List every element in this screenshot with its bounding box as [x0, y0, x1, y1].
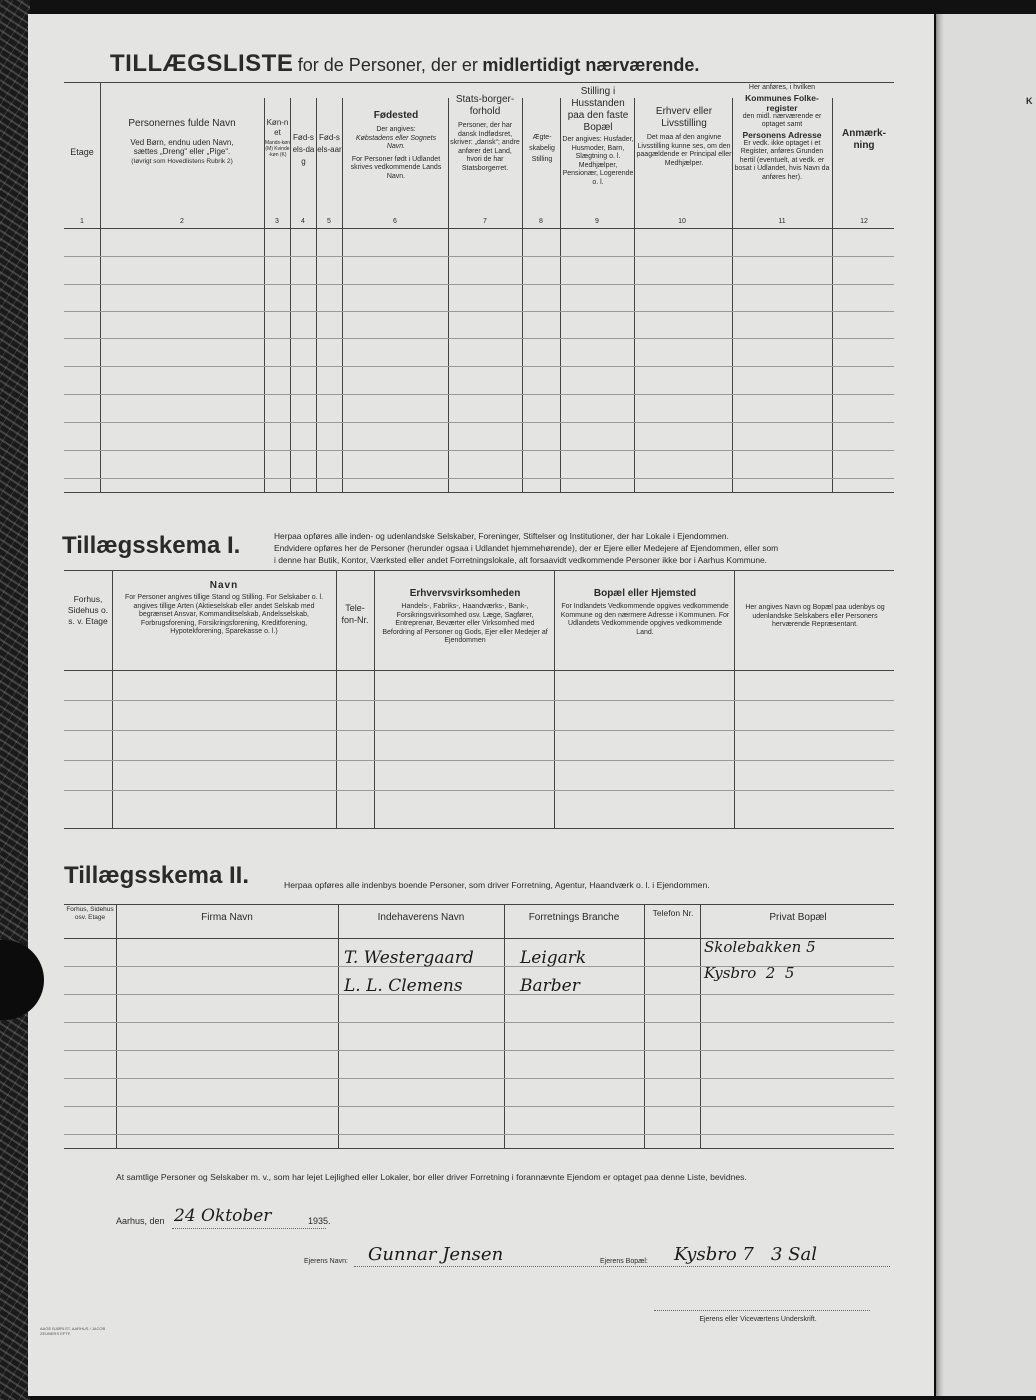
page-fold — [936, 14, 944, 1396]
skema1-title: Tillægsskema I. — [62, 532, 241, 559]
col-number: 10 — [678, 218, 686, 225]
skema1-col-residence-header — [560, 588, 730, 637]
skema1-col-residence-sub: For Indlandets Vedkommende opgives vedkommende Kommune og den nærmere Adresse i Kommunen. For Udlandets Vedkommende opgives vedkommende Land. — [560, 603, 730, 636]
col-citizen-title: Stats-borger-forhold — [455, 94, 515, 117]
col-name-sub1: Ved Børn, endnu uden Navn, — [130, 138, 234, 147]
declaration: At samtlige Personer og Selskaber m. v., som har lejet Lejlighed eller Lokaler, bor eller driver Forretning i forannævnte Ejendom er optaget paa denne Liste, bevidnes. — [116, 1172, 747, 1182]
col-number: 8 — [539, 218, 543, 225]
skema1-intro — [274, 530, 894, 566]
skema1-col-etage: Forhus, Sidehus o. s. v. Etage — [67, 594, 109, 626]
col-number: 5 — [327, 218, 331, 225]
col-occupation-header — [636, 106, 732, 168]
col-birthday: Fød-sels-dag — [292, 133, 315, 166]
skema1-col-business-sub: Handels-, Fabriks-, Haandværks-, Bank-, Forsikringsvirksomhed osv. Læge, Sagfører, Entreprenør, Beværter eller Virksomhed med Befordring af Personer og Gods, Ejer eller Medejer af Ejendommen — [382, 603, 548, 644]
col-marital: Ægte-skabelig Stilling — [529, 134, 555, 163]
col-register-header — [734, 84, 830, 182]
facing-page — [936, 14, 1036, 1396]
col-sex-sub: Mands-køn (M) Kvinde-køn (K) — [265, 140, 291, 158]
rule — [64, 492, 894, 493]
skema1-intro-1: Herpaa opføres alle inden- og udenlandske Selskaber, Foreninger, Stiftelser og Institutioner, der har Lokale i Ejendommen. — [274, 531, 729, 541]
col-citizen-sub: Personer, der har dansk Indfødsret, skriver: „dansk“; andre anfører det Land, hvori de har Statsborgerret. — [450, 122, 520, 172]
city-date-label: Aarhus, den — [116, 1216, 165, 1226]
year: 1935. — [308, 1216, 331, 1226]
skema2-col-phone: Telefon Nr. — [652, 908, 694, 918]
row2-owner: L. L. Clemens — [344, 976, 463, 996]
skema1-col-name-sub: For Personer angives tillige Stand og Stilling. For Selskaber o. l. angives tillige Arten (Aktieselskab eller andet Selskab med begrænset Ansvar, Kommanditselskab, Andelsselskab, Forbrugsforening, Forsikringsforening, Kreditforening, Hypotekforening, Sparekasse o. l.) — [124, 594, 324, 635]
skema2-col-etage: Forhus, Sidehus osv. Etage — [66, 906, 114, 921]
col-birthplace-title: Fødested — [373, 110, 419, 121]
skema2-col-branch: Forretnings Branche — [528, 912, 620, 923]
col-register-title1: Kommunes Folke-register — [745, 92, 819, 113]
row1-bopael: Skolebakken 5 — [704, 938, 816, 956]
col-name-title: Personernes fulde Navn — [128, 118, 236, 129]
rule — [64, 228, 894, 229]
col-number: 12 — [860, 218, 868, 225]
skema1-col-rep-sub — [740, 604, 890, 630]
row1-branch: Leigark — [520, 948, 587, 968]
col-birthplace-sub2: Købstadens eller Sognets Navn. — [355, 134, 437, 150]
col-number: 1 — [80, 218, 84, 225]
col-register-sub1: Her anføres, i hvilken — [748, 84, 816, 91]
skema1-col-name-title: Navn — [209, 580, 239, 591]
skema1-col-business-title: Erhvervsvirksomheden — [409, 588, 521, 599]
form-page — [28, 14, 934, 1396]
col-household-header — [562, 86, 634, 187]
col-birthplace-header — [346, 110, 446, 181]
col-sex-header — [265, 118, 290, 158]
col-citizen-header — [450, 94, 520, 173]
title-main: TILLÆGSLISTE — [110, 50, 294, 77]
col-number: 6 — [393, 218, 397, 225]
skema2-intro: Herpaa opføres alle indenbys boende Personer, som driver Forretning, Agentur, Haandværk o. l. i Ejendommen. — [284, 880, 710, 890]
col-name-header — [104, 118, 260, 165]
title-rest-bold: midlertidigt nærværende. — [482, 55, 700, 75]
rule — [64, 82, 894, 83]
skema1-col-phone: Tele-fon-Nr. — [341, 603, 369, 625]
col-occupation-sub: Det maa af den angivne Livsstilling kunne ses, om den paagældende er Principal eller Medhjælper. — [636, 134, 732, 167]
col-number: 4 — [301, 218, 305, 225]
col-sex-title: Køn-net — [266, 118, 289, 137]
col-etage: Etage — [70, 147, 94, 157]
skema1-intro-3: i denne har Butik, Kontor, Værksted eller andet Forretningslokale, alt forsaavidt vedkommende Personer ikke bor i Aarhus Kommune. — [274, 555, 767, 565]
col-number: 7 — [483, 218, 487, 225]
row1-owner: T. Westergaard — [344, 948, 474, 968]
skema1-col-rep-text: Her angives Navn og Bopæl paa udenbys og udenlandske Selskabers eller Personers herværende Repræsentant. — [745, 604, 885, 628]
col-number: 9 — [595, 218, 599, 225]
skema1-col-business-header — [380, 588, 550, 646]
col-remark: Anmærk-ning — [842, 128, 886, 151]
col-name-sub3: (Iøvrigt som Hovedlistens Rubrik 2) — [131, 158, 233, 165]
skema1-intro-2: Endvidere opføres her de Personer (herunder ogsaa i Udlandet hjemmehørende), der er Ejere eller Medejere af Ejendommen, eller som — [274, 543, 779, 553]
title-rest: for de Personer, der er — [297, 55, 478, 75]
col-birthplace-sub1: Der angives: — [376, 126, 416, 133]
col-number: 3 — [275, 218, 279, 225]
skema2-col-owner: Indehaverens Navn — [377, 912, 465, 923]
date-handwritten: 24 Oktober — [174, 1206, 272, 1226]
row2-bopael: Kysbro 2 5 — [704, 964, 795, 982]
skema2-col-private: Privat Bopæl — [769, 912, 827, 923]
owner-name-label: Ejerens Navn: — [304, 1258, 348, 1265]
skema1-col-name-header — [116, 580, 332, 637]
skema2-col-firm: Firma Navn — [201, 912, 253, 923]
col-name-sub2: sættes „Dreng“ eller „Pige“. — [133, 147, 231, 156]
col-register-sub3: Er vedk. ikke optaget i et Register, anføres Grunden hertil (eventuelt, at vedk. er bosat i Udlandet, hvis Navn da anføres her). — [734, 139, 830, 181]
owner-address-handwritten: Kysbro 7 3 Sal — [674, 1244, 817, 1265]
skema1-col-residence-title: Bopæl eller Hjemsted — [593, 588, 697, 599]
owner-name-handwritten: Gunnar Jensen — [368, 1244, 504, 1265]
col-household-title: Stilling i Husstanden paa den faste Bopæl — [567, 86, 629, 133]
col-birthyear: Fød-sels-aar — [317, 133, 342, 154]
row2-branch: Barber — [520, 976, 580, 996]
col-occupation-title: Erhverv eller Livsstilling — [655, 106, 713, 129]
col-household-sub: Der angives: Husfader, Husmoder, Barn, Slægtning o. l. Medhjælper, Pensionær, Logerende o. l. — [562, 136, 634, 186]
col-birthplace-sub3: For Personer født i Udlandet skrives vedkommende Lands Navn. — [350, 155, 442, 180]
col-number: 11 — [778, 218, 786, 225]
top-title — [110, 50, 930, 78]
facing-page-mark: K — [1026, 96, 1033, 106]
owner-address-label: Ejerens Bopæl: — [600, 1258, 648, 1265]
skema2-title: Tillægsskema II. — [64, 862, 249, 889]
col-number: 2 — [180, 218, 184, 225]
col-register-sub2: den midl. nærværende er optaget samt — [742, 112, 822, 128]
marbled-binding — [0, 0, 30, 1400]
col-register-title2: Personens Adresse — [742, 129, 822, 140]
signature-label: Ejerens eller Viceværtens Underskrift. — [699, 1316, 817, 1323]
printer-mark: AAGE BJØRLST. AARHUS / JACOB ZEUNERS EFTF. — [40, 1326, 106, 1336]
